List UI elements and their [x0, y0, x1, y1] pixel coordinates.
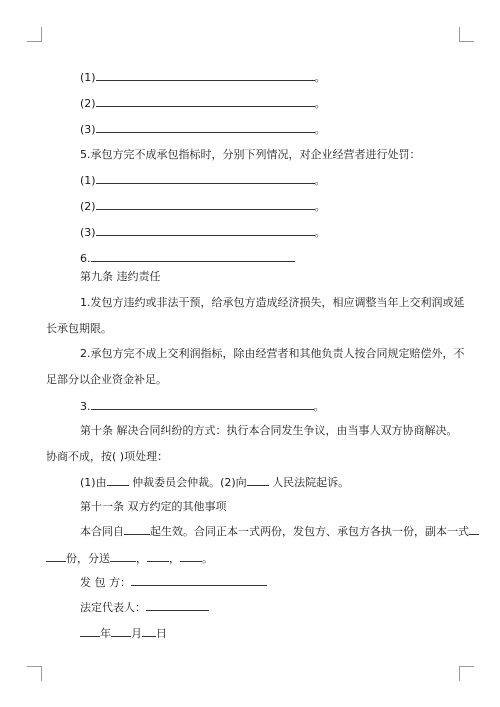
fill-blank — [142, 626, 156, 637]
fill-blank — [110, 551, 136, 562]
legal-rep-signature-line — [80, 600, 209, 615]
article-10-para-b: 协商不成，按( )项处理： — [46, 450, 169, 463]
corner-mark-bottom-left — [27, 666, 42, 681]
period: 。 — [313, 400, 325, 413]
corner-mark-bottom-right — [459, 666, 474, 681]
fill-blank — [146, 600, 209, 611]
effective-para-b — [46, 551, 213, 566]
corner-mark-top-right — [459, 27, 474, 42]
fill-blank — [107, 475, 129, 486]
penalty-item-1 — [80, 173, 326, 188]
item-number: (3) — [80, 123, 96, 136]
article-9-item-3 — [80, 399, 325, 414]
effective-para-a — [80, 524, 479, 539]
date-line — [80, 626, 167, 641]
fill-blank — [91, 251, 295, 262]
fill-blank — [131, 575, 267, 586]
article-9-para-1b: 长承包期限。 — [46, 322, 112, 335]
text: 发 包 方： — [80, 576, 131, 589]
fill-blank — [96, 173, 315, 184]
text: (1)由 — [80, 476, 107, 489]
article-9-heading: 第九条 违约责任 — [80, 270, 161, 283]
blank-item-2 — [80, 96, 326, 111]
fill-blank — [46, 551, 66, 562]
period: 。 — [314, 123, 326, 136]
fill-blank — [80, 626, 100, 637]
penalty-item-3 — [80, 225, 326, 240]
period: 。 — [314, 174, 326, 187]
article-10-para-a: 第十条 解决合同纠纷的方式：执行本合同发生争议，由当事人双方协商解决。 — [80, 424, 458, 437]
text: ， — [169, 552, 180, 565]
article-9-para-2a: 2.承包方完不成上交利润指标，除由经营者和其他负责人按合同规定赔偿外，不 — [80, 347, 465, 360]
fill-blank — [147, 551, 169, 562]
clause-5-text: 5.承包方完不成承包指标时，分别下列情况，对企业经营者进行处罚： — [80, 148, 421, 161]
fill-blank — [96, 70, 315, 81]
clause-6-blank — [80, 251, 295, 266]
corner-mark-top-left — [27, 27, 42, 42]
text: 起生效。合同正本一式两份，发包方、承包方各执一份，副本一式 — [150, 525, 469, 538]
fill-blank — [180, 551, 202, 562]
blank-item-3 — [80, 122, 326, 137]
article-11-heading: 第十一条 双方约定的其他事项 — [80, 500, 227, 513]
fill-blank — [96, 199, 315, 210]
fill-blank — [247, 475, 269, 486]
text: 份，分送 — [66, 552, 110, 565]
fill-blank — [96, 96, 315, 107]
text: 本合同自 — [80, 525, 124, 538]
fill-blank — [469, 524, 479, 535]
item-number: (2) — [80, 200, 96, 213]
penalty-item-2 — [80, 199, 326, 214]
item-number: 3. — [80, 400, 91, 413]
item-number: 6. — [80, 252, 91, 265]
fill-blank — [124, 524, 150, 535]
text: ， — [136, 552, 147, 565]
period: 。 — [314, 226, 326, 239]
fill-blank — [91, 399, 314, 410]
item-number: (3) — [80, 226, 96, 239]
blank-item-1 — [80, 70, 326, 85]
text: 仲裁委员会仲裁。(2)向 — [132, 476, 247, 489]
period: 。 — [314, 71, 326, 84]
item-number: (2) — [80, 97, 96, 110]
fill-blank — [111, 626, 131, 637]
text: 人民法院起诉。 — [272, 476, 350, 489]
text: 月 — [131, 627, 142, 640]
dispute-options — [80, 475, 349, 490]
text: 法定代表人： — [80, 601, 146, 614]
text: 。 — [202, 552, 213, 565]
period: 。 — [314, 200, 326, 213]
article-9-para-2b: 足部分以企业资金补足。 — [46, 373, 167, 386]
text: 日 — [156, 627, 167, 640]
item-number: (1) — [80, 174, 96, 187]
fill-blank — [96, 122, 315, 133]
article-9-para-1a: 1.发包方违约或非法干预，给承包方造成经济损失，相应调整当年上交利润或延 — [80, 296, 465, 309]
period: 。 — [314, 97, 326, 110]
employer-signature-line — [80, 575, 267, 590]
item-number: (1) — [80, 71, 96, 84]
text: 年 — [100, 627, 111, 640]
fill-blank — [96, 225, 315, 236]
